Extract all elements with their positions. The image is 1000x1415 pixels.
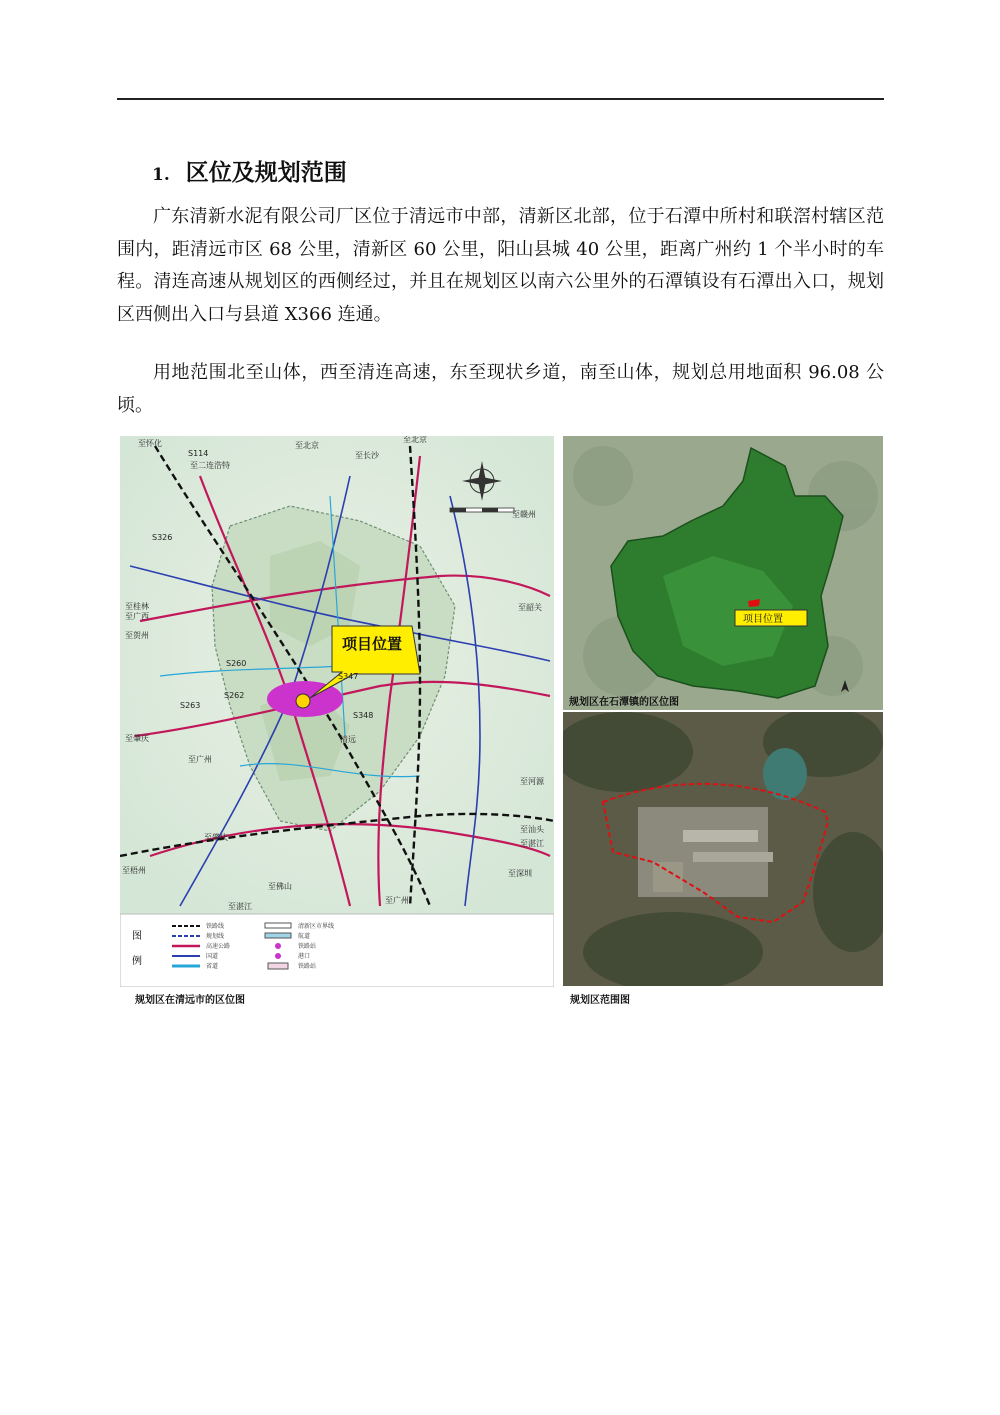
- svg-text:S260: S260: [226, 659, 247, 668]
- svg-text:至汕头: 至汕头: [520, 825, 544, 834]
- svg-text:清远: 清远: [340, 735, 356, 744]
- svg-text:至北京: 至北京: [403, 436, 427, 444]
- project-label: 项目位置: [342, 635, 403, 653]
- svg-text:S348: S348: [353, 711, 374, 720]
- city-location-map: [120, 436, 554, 987]
- svg-text:例: 例: [132, 956, 142, 967]
- svg-text:国道: 国道: [206, 953, 219, 960]
- svg-text:至二连浩特: 至二连浩特: [190, 461, 230, 470]
- paragraph-location: 广东清新水泥有限公司厂区位于清远市中部，清新区北部，位于石潭中所村和联滘村辖区范围内，距清远市区 68 公里，清新区 60 公里，阳山县城 40 公里，距离广州约 1 个半小时的车程。清连高速从规划区的西侧经过，并且在规划区以南六公里外的石潭镇设有石潭出入口，规划区西侧出入口与县道 X366 连通。: [117, 206, 884, 325]
- paragraph-extent: 用地范围北至山体，西至清连高速，东至现状乡道，南至山体，规划总用地面积 96.08 公顷。: [117, 362, 884, 416]
- svg-text:至湛江: 至湛江: [520, 839, 544, 848]
- svg-text:至肇庆: 至肇庆: [204, 833, 228, 842]
- svg-text:S262: S262: [224, 691, 245, 700]
- svg-text:港口: 港口: [298, 953, 311, 960]
- svg-text:至广西: 至广西: [125, 612, 149, 621]
- svg-text:航道: 航道: [298, 933, 311, 940]
- svg-text:至佛山: 至佛山: [268, 882, 292, 891]
- city-map-caption: 规划区在清远市的区位图: [135, 995, 245, 1006]
- header-rule: [117, 98, 884, 100]
- svg-text:至韶关: 至韶关: [518, 603, 542, 612]
- svg-text:清新区市界线: 清新区市界线: [298, 923, 335, 930]
- svg-text:至贺州: 至贺州: [125, 631, 149, 640]
- svg-text:至广州: 至广州: [385, 896, 409, 905]
- svg-text:省道: 省道: [206, 963, 219, 970]
- site-boundary-map: [563, 712, 883, 986]
- svg-text:至湛江: 至湛江: [228, 902, 252, 911]
- svg-text:铁路线: 铁路线: [206, 923, 225, 930]
- section-title: 区位及规划范围: [185, 160, 347, 186]
- svg-text:至长沙: 至长沙: [355, 451, 379, 460]
- town-map-caption: 规划区在石潭镇的区位图: [569, 697, 679, 708]
- svg-text:S263: S263: [180, 701, 201, 710]
- svg-text:至赣州: 至赣州: [512, 510, 536, 519]
- svg-text:至桂林: 至桂林: [125, 602, 149, 611]
- svg-text:至广州: 至广州: [188, 755, 212, 764]
- section-number: 1.: [152, 165, 170, 185]
- svg-text:规划线: 规划线: [206, 933, 225, 940]
- svg-text:铁路站: 铁路站: [298, 963, 317, 970]
- svg-text:至河源: 至河源: [520, 777, 544, 786]
- svg-text:至深圳: 至深圳: [508, 869, 532, 878]
- town-location-map: [563, 436, 883, 710]
- site-map-caption: 规划区范围图: [570, 995, 630, 1006]
- town-project-label: 项目位置: [743, 614, 783, 625]
- svg-text:高速公路: 高速公路: [206, 943, 231, 950]
- svg-text:S347: S347: [338, 672, 359, 681]
- map-legend: [120, 914, 554, 987]
- scale-bar: [450, 508, 514, 512]
- svg-text:至肇庆: 至肇庆: [125, 734, 149, 743]
- svg-text:至怀化: 至怀化: [138, 439, 162, 448]
- svg-text:S114: S114: [188, 449, 209, 458]
- svg-text:S326: S326: [152, 533, 173, 542]
- svg-text:铁路站: 铁路站: [298, 943, 317, 950]
- svg-text:至梧州: 至梧州: [122, 866, 146, 875]
- svg-text:图: 图: [132, 931, 142, 942]
- svg-text:至北京: 至北京: [295, 441, 319, 450]
- section-heading: [152, 154, 347, 187]
